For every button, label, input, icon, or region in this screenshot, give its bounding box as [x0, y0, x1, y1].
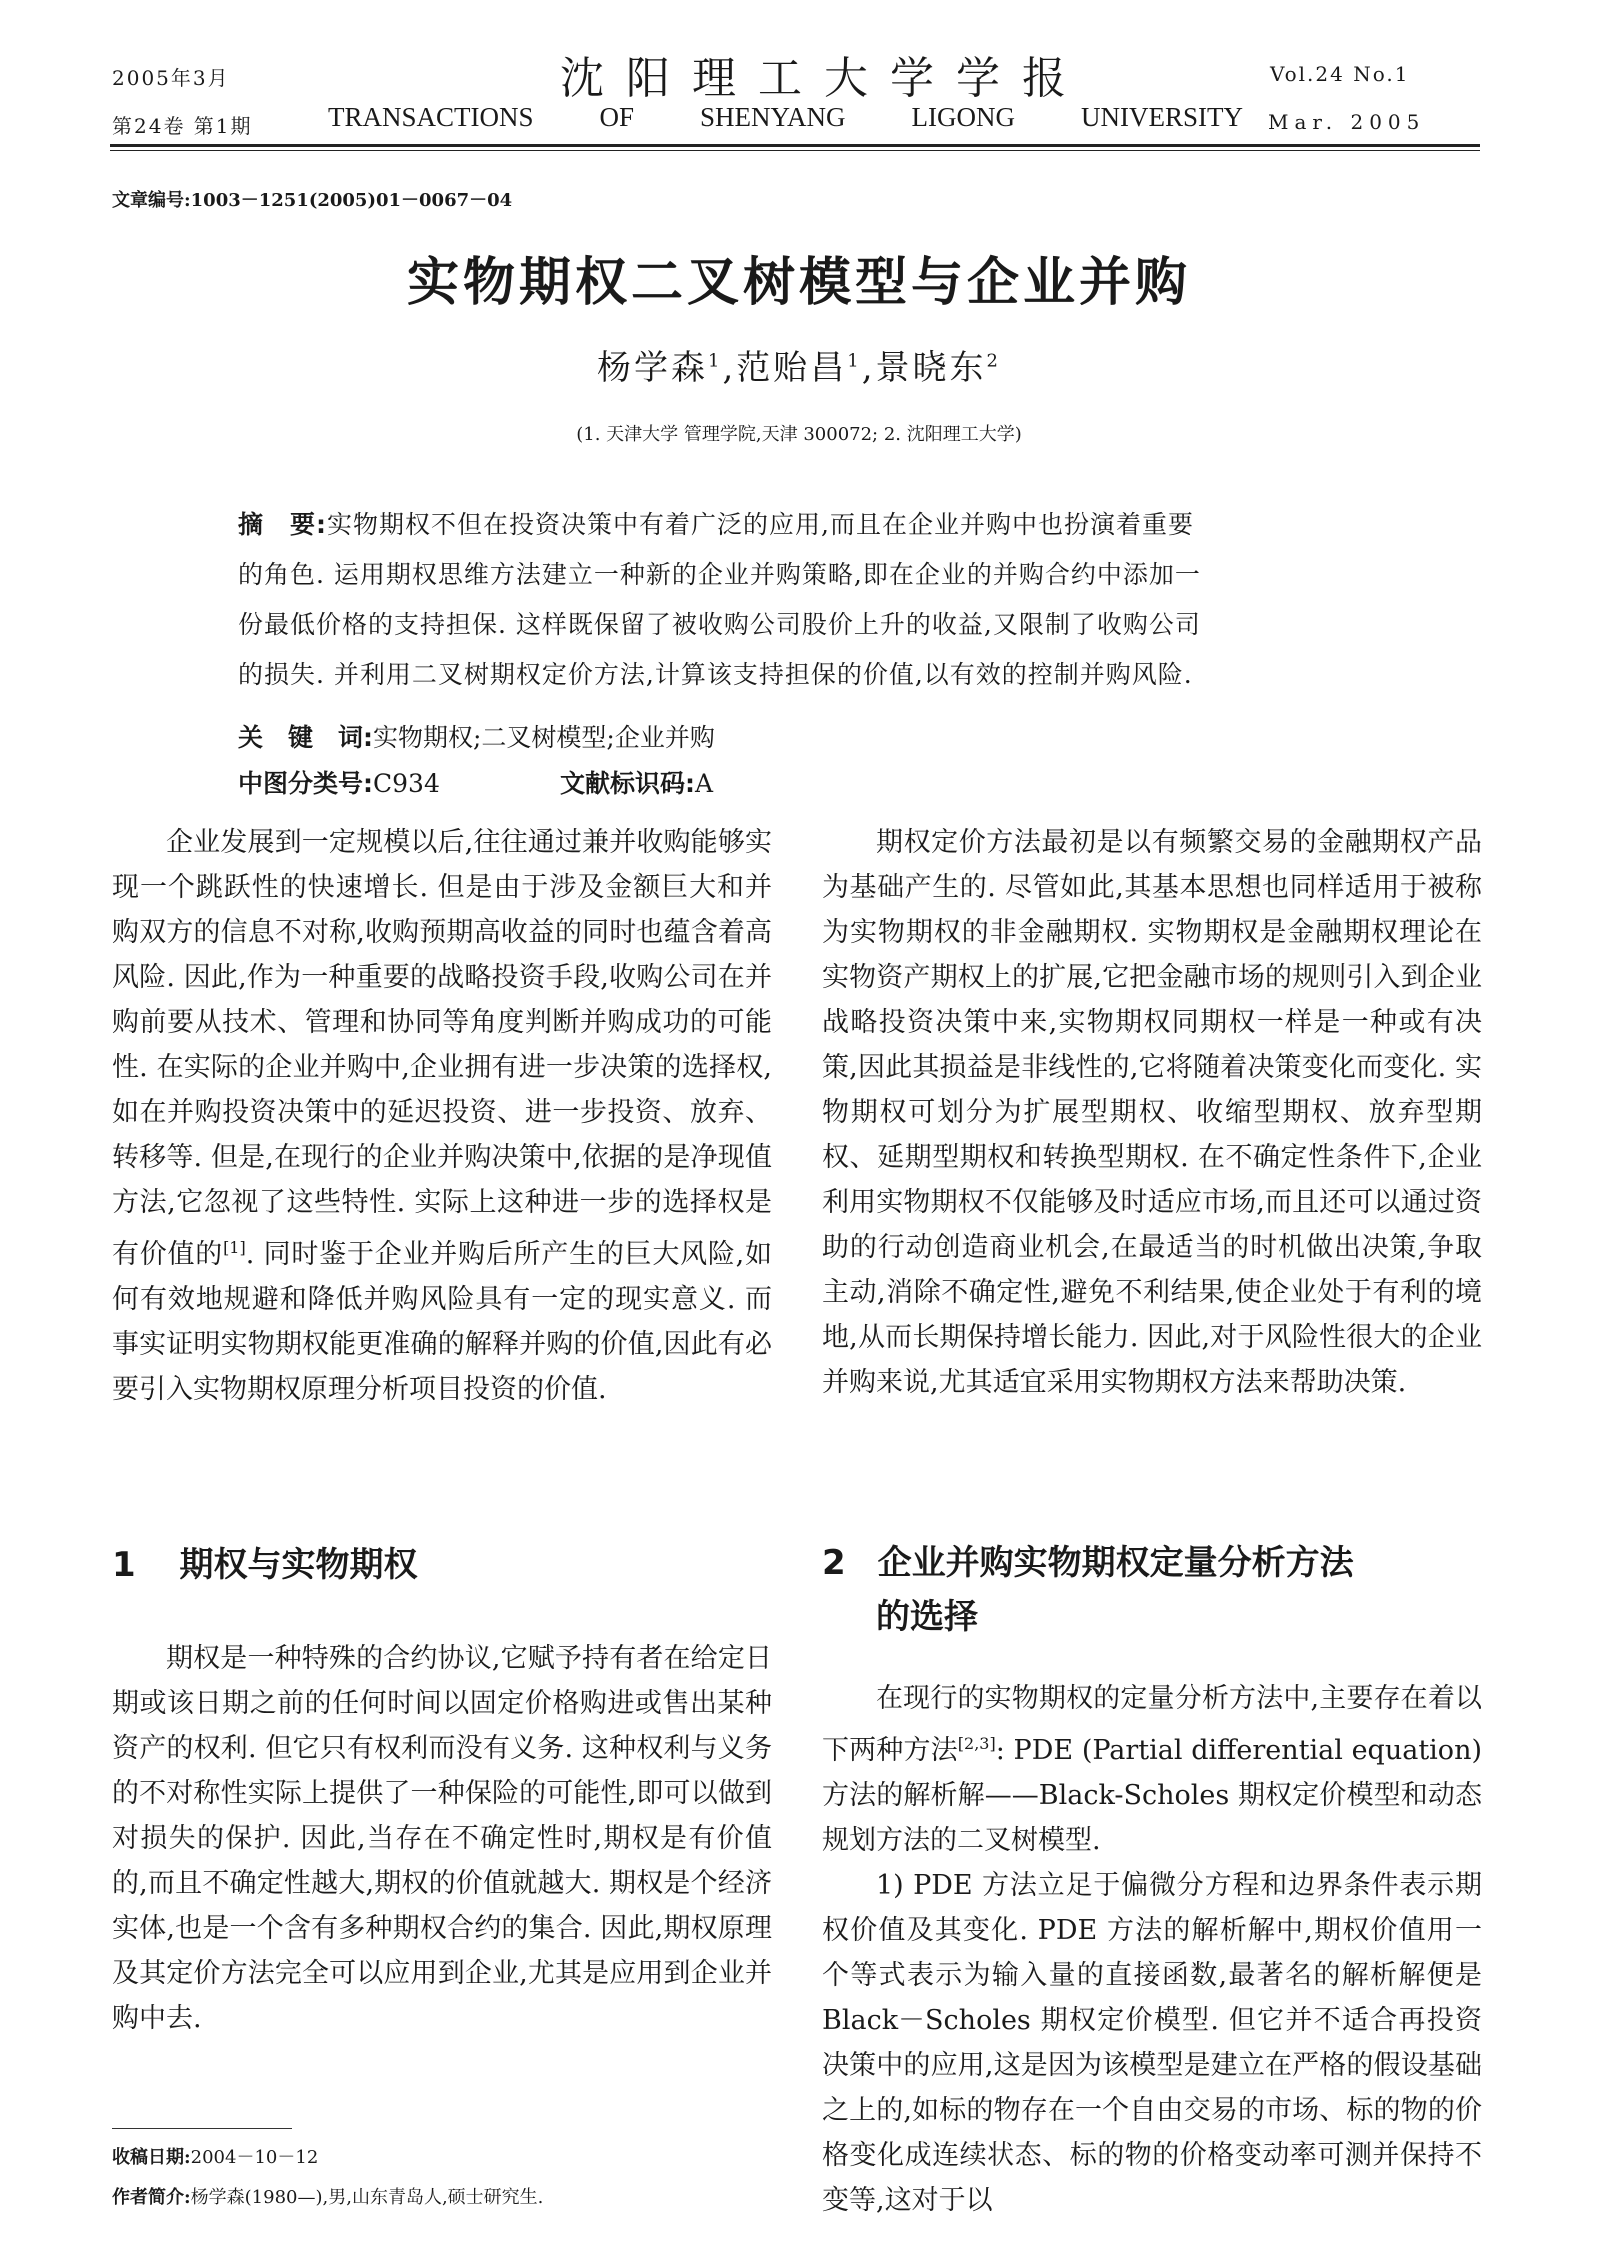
citation-ref: [2,3] — [957, 1734, 996, 1753]
author-list — [0, 340, 1598, 389]
abstract-text: 实物期权不但在投资决策中有着广泛的应用,而且在企业并购中也扮演着重要 — [327, 510, 1194, 539]
abstract-label: 摘 要: — [238, 510, 327, 539]
bio-label: 作者简介: — [112, 2187, 191, 2208]
bio-value: 杨学森(1980—),男,山东青岛人,硕士研究生. — [190, 2187, 544, 2208]
pde-paragraph: 1) PDE 方法立足于偏微分方程和边界条件表示期权价值及其变化. PDE 方法的解析解中,期权价值用一个等式表示为输入量的直接函数,最著名的解析解便是 Black－Scholes 期权定价模型. 但它并不适合再投资决策中的应用,这是因为该模型是建立在严格的假设基础之上的,如标的物存在一个自由交易的市场、标的物的价格变化成连续状态、标的物的价格变动率可测并保持不变等,这对于以 — [822, 1870, 1482, 2216]
section-2-heading — [822, 1536, 1482, 1644]
journal-issue: 第24卷 第1期 — [112, 114, 253, 138]
author-name: 范贻昌 — [736, 348, 848, 388]
real-option-paragraph: 期权定价方法最初是以有频繁交易的金融期权产品为基础产生的. 尽管如此,其基本思想也同样适用于被称为实物期权的非金融期权. 实物期权是金融期权理论在实物资产期权上的扩展,它把金融市场的规则引入到企业战略投资决策中来,实物期权同期权一样是一种或有决策,因此其损益是非线性的,它将随着决策变化而变化. 实物期权可划分为扩展型期权、收缩型期权、放弃型期权、延期型期权和转换型期权. 在不确定性条件下,企业利用实物期权不仅能够及时适应市场,而且还可以通过资助的行动创造商业机会,在最适当的时机做出决策,争取主动,消除不确定性,避免不利结果,使企业处于有利的境地,从而长期保持增长能力. 因此,对于风险性很大的企业并购来说,尤其适宜采用实物期权方法来帮助决策. — [822, 827, 1482, 1398]
journal-volume: Vol.24 No.1 — [1270, 62, 1410, 86]
journal-title-en — [328, 102, 1243, 133]
section-1-paragraph: 期权是一种特殊的合约协议,它赋予持有者在给定日期或该日期之前的任何时间以固定价格购进或售出某种资产的权利. 但它只有权利而没有义务. 这种权利与义务的不对称性实际上提供了一种保险的可能性,即可以做到对损失的保护. 因此,当存在不确定性时,期权是有价值的,而且不确定性越大,期权的价值就越大. 期权是个经济实体,也是一个含有多种期权合约的集合. 因此,期权原理及其定价方法完全可以应用到企业,尤其是应用到企业并购中去. — [112, 1643, 772, 2034]
abstract-line-3: 份最低价格的支持担保. 这样既保留了被收购公司股价上升的收益,又限制了收购公司 — [238, 610, 1201, 639]
author-name: 杨学森 — [597, 348, 708, 388]
clc-label: 中图分类号: — [238, 769, 373, 798]
methods-text: 在现行的实物期权的定量分析方法中,主要存在着以下两种方法 — [822, 1683, 1482, 1766]
abstract-line-4: 的损失. 并利用二叉树期权定价方法,计算该支持担保的价值,以有效的控制并购风险. — [238, 660, 1193, 689]
document-code — [560, 764, 713, 800]
author-affiliation-mark: 1 — [847, 350, 862, 372]
doc-code-label: 文献标识码: — [560, 769, 695, 798]
header-rule — [110, 144, 1480, 147]
author-affiliation-mark: 1 — [708, 350, 723, 372]
methods-paragraph — [822, 1676, 1482, 1863]
journal-date: 2005年3月 — [112, 66, 230, 90]
doc-code-value: A — [695, 769, 714, 798]
journal-en-word: UNIVERSITY — [1080, 102, 1243, 132]
section-2-line-1 — [822, 1536, 1482, 1590]
author-bio — [112, 2178, 772, 2218]
received-date — [112, 2138, 772, 2178]
right-column — [822, 820, 1482, 1405]
keywords-label: 关 键 词: — [238, 723, 373, 752]
author-name: 景晓东 — [875, 348, 987, 388]
journal-en-word: OF — [599, 102, 635, 132]
paper-title: 实物期权二叉树模型与企业并购 — [406, 253, 1191, 313]
classification — [238, 764, 440, 800]
methods-text-tail: : PDE (Partial differential equation)方法的解析解——Black-Scholes 期权定价模型和动态规划方法的二叉树模型. — [822, 1735, 1482, 1856]
journal-en-word: TRANSACTIONS — [328, 102, 534, 132]
affiliations: (1. 天津大学 管理学院,天津 300072; 2. 沈阳理工大学) — [576, 424, 1022, 445]
intro-paragraph — [112, 820, 772, 1412]
abstract-line-1 — [238, 500, 1358, 550]
intro-text-tail: . 同时鉴于企业并购后所产生的巨大风险,如何有效地规避和降低并购风险具有一定的现实意义. 而事实证明实物期权能更准确的解释并购的价值,因此有必要引入实物期权原理分析项目投资的价值. — [112, 1239, 773, 1405]
abstract-line-2: 的角色. 运用期权思维方法建立一种新的企业并购策略,即在企业的并购合约中添加一 — [238, 560, 1201, 589]
footnote-rule — [112, 2128, 292, 2129]
section-title: 企业并购实物期权定量分析方法 — [877, 1543, 1354, 1583]
journal-en-word: SHENYANG — [700, 102, 846, 132]
footnotes — [112, 2138, 772, 2218]
citation-ref: [1] — [223, 1238, 246, 1257]
abstract — [238, 500, 1358, 700]
journal-en-word: LIGONG — [911, 102, 1015, 132]
received-value: 2004－10－12 — [190, 2147, 319, 2168]
section-title-cont: 的选择 — [876, 1597, 978, 1637]
author-affiliation-mark: 2 — [986, 350, 1001, 372]
author-separator: , — [722, 348, 737, 388]
section-2-body — [822, 1676, 1482, 2223]
header-rule-thin — [110, 150, 1480, 151]
intro-text: 企业发展到一定规模以后,往往通过兼并收购能够实现一个跳跃性的快速增长. 但是由于涉及金额巨大和并购双方的信息不对称,收购预期高收益的同时也蕴含着高风险. 因此,作为一种重要的战略投资手段,收购公司在并购前要从技术、管理和协同等角度判断并购成功的可能性. 在实际的企业并购中,企业拥有进一步决策的选择权,如在并购投资决策中的延迟投资、进一步投资、放弃、转移等. 但是,在现行的企业并购决策中,依据的是净现值方法,它忽视了这些特性. 实际上这种进一步的选择权是有价值的 — [112, 827, 772, 1270]
keywords-text: 实物期权;二叉树模型;企业并购 — [373, 723, 715, 752]
received-label: 收稿日期: — [112, 2147, 191, 2168]
left-column — [112, 820, 772, 1412]
journal-month-year: Mar. 2005 — [1268, 110, 1426, 134]
section-number: 1 — [112, 1545, 136, 1585]
section-1-heading — [112, 1538, 418, 1592]
clc-value: C934 — [373, 769, 440, 798]
keywords — [238, 718, 715, 754]
journal-title-cn: 沈阳理工大学学报 — [560, 53, 1088, 104]
author-separator: , — [861, 348, 876, 388]
section-title: 期权与实物期权 — [179, 1545, 418, 1585]
section-number: 2 — [822, 1543, 846, 1583]
article-number: 文章编号:1003－1251(2005)01－0067－04 — [112, 190, 513, 211]
section-1-body — [112, 1636, 772, 2041]
